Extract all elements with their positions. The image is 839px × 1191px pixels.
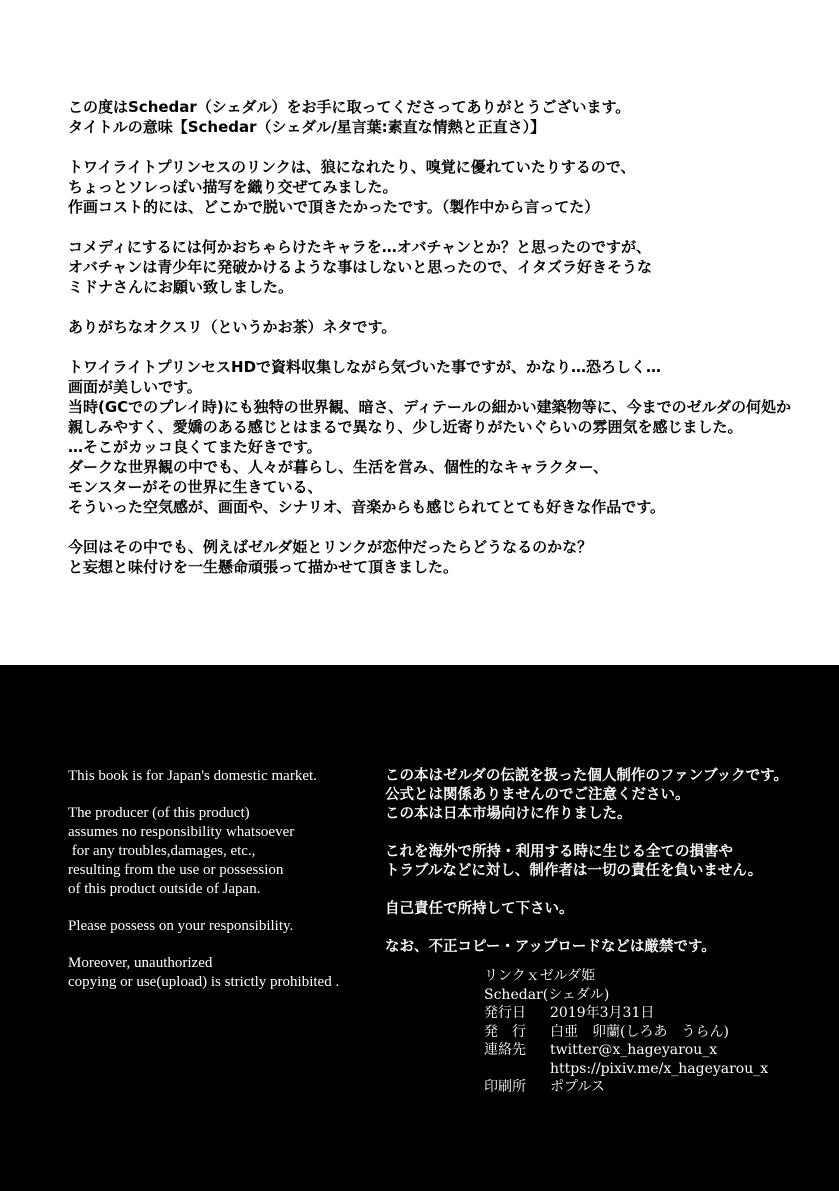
afterword-paragraph: [68, 237, 828, 297]
colophon-key: 発行日: [484, 1005, 526, 1021]
text-line: 自己責任で所持して下さい。: [385, 901, 574, 917]
text-line: この度はSchedar（シェダル）をお手に取ってくださってありがとうございます。: [68, 98, 631, 116]
text-line: オバチャンは青少年に発破かけるような事はしないと思ったので、イタズラ好きそうな: [68, 258, 652, 276]
text-line: トワイライトプリンセスHDで資料収集しながら気づいた事ですが、かなり…恐ろしく…: [68, 358, 662, 376]
afterword-paragraph: [68, 357, 828, 517]
text-line: と妄想と味付けを一生懸命頑張って描かせて頂きました。: [68, 558, 459, 576]
text-line: 作画コスト的には、どこかで脱いで頂きたかったです。（製作中から言ってた）: [68, 198, 600, 216]
notice-block: [385, 767, 835, 824]
notice-block: [68, 767, 368, 786]
text-line: copying or use(upload) is strictly prohibited .: [68, 974, 340, 990]
text-line: 親しみやすく、愛嬌のある感じとはまるで異なり、少し近寄りがたいぐらいの雰囲気を感じました。: [68, 418, 743, 436]
text-line: これを海外で所持・利用する時に生じる全ての損害や: [385, 844, 733, 860]
colophon-value: twitter@x_hageyarou_x: [550, 1042, 718, 1058]
text-line: この本は日本市場向けに作りました。: [385, 806, 632, 822]
text-line: assumes no responsibility whatsoever: [68, 824, 295, 840]
text-line: 今回はその中でも、例えばゼルダ姫とリンクが恋仲だったらどうなるのかな？: [68, 538, 593, 556]
afterword-paragraph: [68, 317, 828, 337]
colophon-value: 2019年3月31日: [550, 1005, 655, 1021]
text-line: 当時(GCでのプレイ時)にも独特の世界観、暗さ、ディテールの細かい建築物等に、今までのゼルダの何処か: [68, 398, 791, 416]
colophon: [484, 967, 824, 1097]
afterword-text: [68, 97, 828, 597]
text-line: この本はゼルダの伝説を扱った個人制作のファンブックです。: [385, 768, 788, 784]
afterword-paragraph: [68, 537, 828, 577]
text-line: Moreover, unauthorized: [68, 955, 213, 971]
notice-block: [385, 900, 835, 919]
colophon-series: リンクｘゼルダ姫: [484, 968, 596, 984]
colophon-value: 白亜 卯蘭(しろあ うらん): [550, 1023, 729, 1040]
japanese-notice: [385, 767, 835, 976]
colophon-row: [484, 1023, 824, 1042]
colophon-row: [484, 1060, 824, 1079]
notice-block: [385, 938, 835, 957]
text-line: ミドナさんにお願い致しました。: [68, 278, 294, 296]
text-line: 公式とは関係ありませんのでご注意ください。: [385, 787, 690, 803]
afterword-paragraph: [68, 97, 828, 137]
text-line: タイトルの意味【Schedar（シェダル/星言葉:素直な情熱と正直さ）】: [68, 118, 546, 136]
text-line: This book is for Japan's domestic market.: [68, 768, 317, 784]
afterword-paragraph: [68, 157, 828, 217]
text-line: ちょっとソレっぽい描写を織り交ぜてみました。: [68, 178, 398, 196]
text-line: なお、不正コピー・アップロードなどは厳禁です。: [385, 939, 716, 955]
text-line: …そこがカッコ良くてまた好きです。: [68, 438, 322, 456]
text-line: ありがちなオクスリ（というかお茶）ネタです。: [68, 318, 397, 336]
notice-block: [385, 843, 835, 881]
english-notice: [68, 767, 368, 1010]
text-line: The producer (of this product): [68, 805, 250, 821]
text-line: 画面が美しいです。: [68, 378, 202, 396]
colophon-row: [484, 1078, 824, 1097]
notice-block: [68, 917, 368, 936]
text-line: ダークな世界観の中でも、人々が暮らし、生活を営み、個性的なキャラクター、: [68, 458, 609, 476]
colophon-key: 連絡先: [484, 1042, 526, 1058]
colophon-key: [484, 1060, 550, 1079]
colophon-title: Schedar(シェダル): [484, 986, 610, 1003]
text-line: for any troubles,damages, etc.,: [68, 843, 256, 859]
colophon-row: [484, 1004, 824, 1023]
notice-block: [68, 954, 368, 992]
colophon-value: ポプルス: [550, 1079, 606, 1095]
text-line: トワイライトプリンセスのリンクは、狼になれたり、嗅覚に優れていたりするので、: [68, 158, 636, 176]
text-line: resulting from the use or possession: [68, 862, 284, 878]
colophon-key: 印刷所: [484, 1079, 526, 1095]
colophon-key: 発 行: [484, 1023, 526, 1040]
notice-block: [68, 804, 368, 899]
notice-section: [0, 665, 839, 1191]
text-line: モンスターがその世界に生きている、: [68, 478, 323, 496]
text-line: コメディにするには何かおちゃらけたキャラを…オバチャンとか？と思ったのですが、: [68, 238, 652, 256]
text-line: Please possess on your responsibility.: [68, 918, 294, 934]
colophon-value: https://pixiv.me/x_hageyarou_x: [550, 1060, 769, 1077]
colophon-row: [484, 1041, 824, 1060]
text-line: of this product outside of Japan.: [68, 881, 261, 897]
text-line: トラブルなどに対し、制作者は一切の責任を負いません。: [385, 863, 763, 879]
text-line: そういった空気感が、画面や、シナリオ、音楽からも感じられてとても好きな作品です。: [68, 498, 666, 516]
